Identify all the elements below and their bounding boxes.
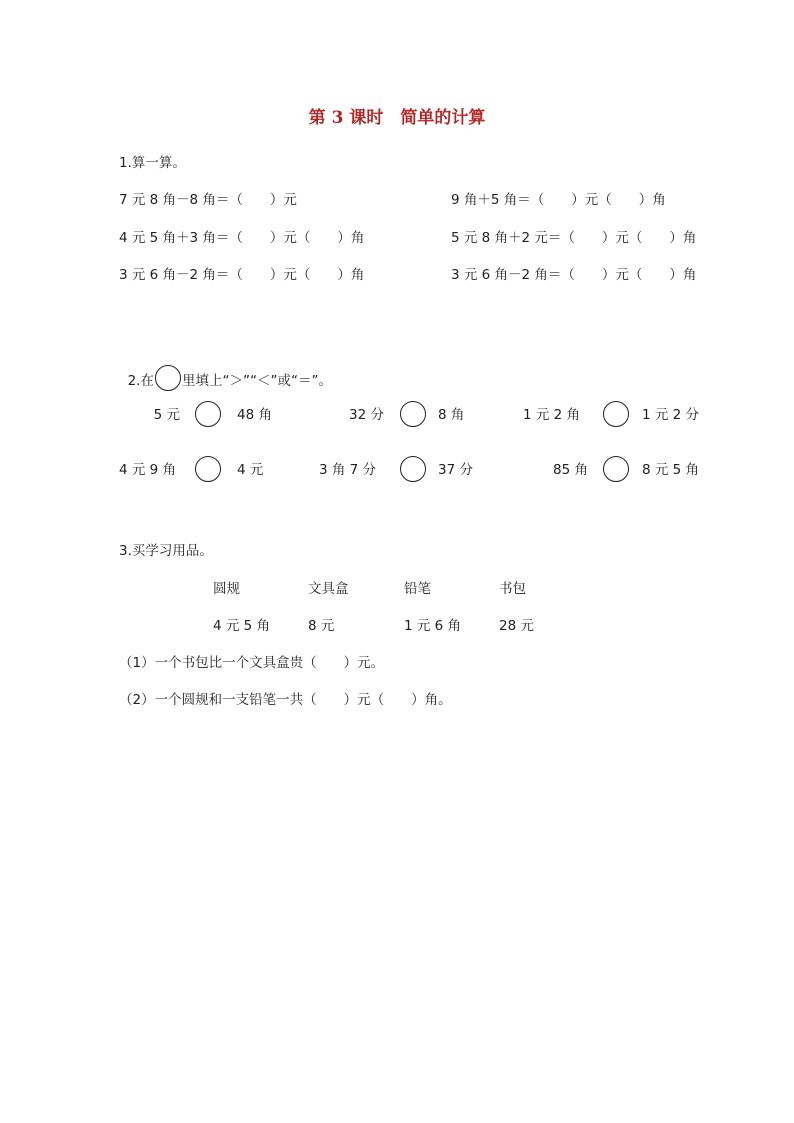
q2-r1-c3-left: 1 元 2 角 (522, 407, 580, 423)
q2-heading-after: 里填上“＞”“＜”或“＝”。 (181, 373, 332, 389)
q1-item-4: 5 元 8 角＋2 元＝（ ）元（ ）角 (451, 230, 697, 246)
q3-sub-question-2: （2）一个圆规和一支铅笔一共（ ）元（ ）角。 (119, 692, 452, 708)
q2-r2-c1-left: 4 元 9 角 (119, 462, 177, 478)
q2-r2-c1-right: 4 元 (237, 462, 264, 478)
item-compass: 圆规 (213, 581, 240, 597)
q2-r1-c2-right: 8 角 (438, 407, 465, 423)
q1-heading: 1.算一算。 (119, 155, 186, 171)
price-pencil-case: 8 元 (308, 618, 335, 634)
q3-sub-question-1: （1）一个书包比一个文具盒贵（ ）元。 (119, 655, 385, 671)
page-title: 第 3 课时 简单的计算 (308, 108, 486, 128)
item-pencil-case: 文具盒 (308, 581, 349, 597)
q2-r2-c2-left: 3 角 7 分 (318, 462, 376, 478)
q3-heading: 3.买学习用品。 (119, 543, 213, 559)
q1-item-2: 9 角＋5 角＝（ ）元（ ）角 (451, 192, 666, 208)
q2-r2-c3-right: 8 元 5 角 (642, 462, 700, 478)
item-schoolbag: 书包 (499, 581, 526, 597)
compare-circle[interactable] (603, 456, 629, 482)
compare-circle[interactable] (400, 456, 426, 482)
circle-symbol-icon (155, 365, 181, 391)
q1-item-1: 7 元 8 角－8 角＝（ ）元 (119, 192, 297, 208)
compare-circle[interactable] (603, 401, 629, 427)
q2-heading-before: 2.在 (127, 373, 154, 389)
item-pencil: 铅笔 (404, 581, 431, 597)
q2-r2-c2-right: 37 分 (438, 462, 473, 478)
q2-r1-c2-left: 32 分 (349, 407, 384, 423)
compare-circle[interactable] (195, 456, 221, 482)
price-pencil: 1 元 6 角 (404, 618, 462, 634)
compare-circle[interactable] (400, 401, 426, 427)
q2-r1-c1-right: 48 角 (237, 407, 272, 423)
compare-circle[interactable] (195, 401, 221, 427)
q1-item-3: 4 元 5 角＋3 角＝（ ）元（ ）角 (119, 230, 365, 246)
price-schoolbag: 28 元 (499, 618, 534, 634)
q2-r2-c3-left: 85 角 (553, 462, 588, 478)
q2-r1-c1-left: 5 元 (153, 407, 180, 423)
q2-r1-c3-right: 1 元 2 分 (642, 407, 700, 423)
q1-item-6: 3 元 6 角－2 角＝（ ）元（ ）角 (451, 267, 697, 283)
q2-heading (119, 353, 332, 391)
q1-item-5: 3 元 6 角－2 角＝（ ）元（ ）角 (119, 267, 365, 283)
price-compass: 4 元 5 角 (213, 618, 271, 634)
